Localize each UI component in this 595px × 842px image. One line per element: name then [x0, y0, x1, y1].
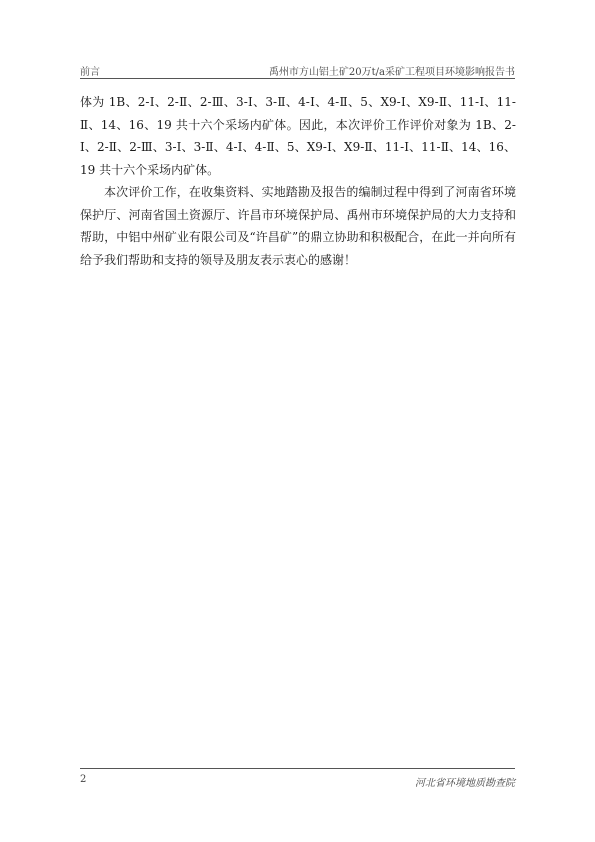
paragraph-mining-sites: 体为 1B、2-Ⅰ、2-Ⅱ、2-Ⅲ、3-Ⅰ、3-Ⅱ、4-Ⅰ、4-Ⅱ、5、X9-Ⅰ、X9-Ⅱ、11-Ⅰ、11-Ⅱ、14、16、19 共十六个采场内矿体。因此，本次评价工作评价对象为 1B、2-Ⅰ、2-Ⅱ、2-Ⅲ、3-Ⅰ、3-Ⅱ、4-Ⅰ、4-Ⅱ、5、X9-Ⅰ、X9-Ⅱ、11-Ⅰ、11-Ⅱ、14、16、19 共十六个采场内矿体。	[80, 95, 516, 177]
footer-organization: 河北省环境地质勘查院	[415, 778, 515, 789]
header-document-title: 禹州市方山铝土矿20万t/a采矿工程项目环境影响报告书	[268, 67, 515, 78]
page-header	[80, 58, 515, 79]
page-footer	[80, 768, 515, 791]
header-section-title: 前言	[80, 67, 100, 78]
body-text	[80, 91, 516, 271]
page-number: 2	[80, 774, 87, 785]
paragraph-acknowledgements: 本次评价工作，在收集资料、实地踏勘及报告的编制过程中得到了河南省环境保护厅、河南省国土资源厅、许昌市环境保护局、禹州市环境保护局的大力支持和帮助，中铝中州矿业有限公司及“许昌矿”的鼎立协助和积极配合，在此一并向所有给予我们帮助和支持的领导及朋友表示衷心的感谢！	[80, 185, 516, 267]
